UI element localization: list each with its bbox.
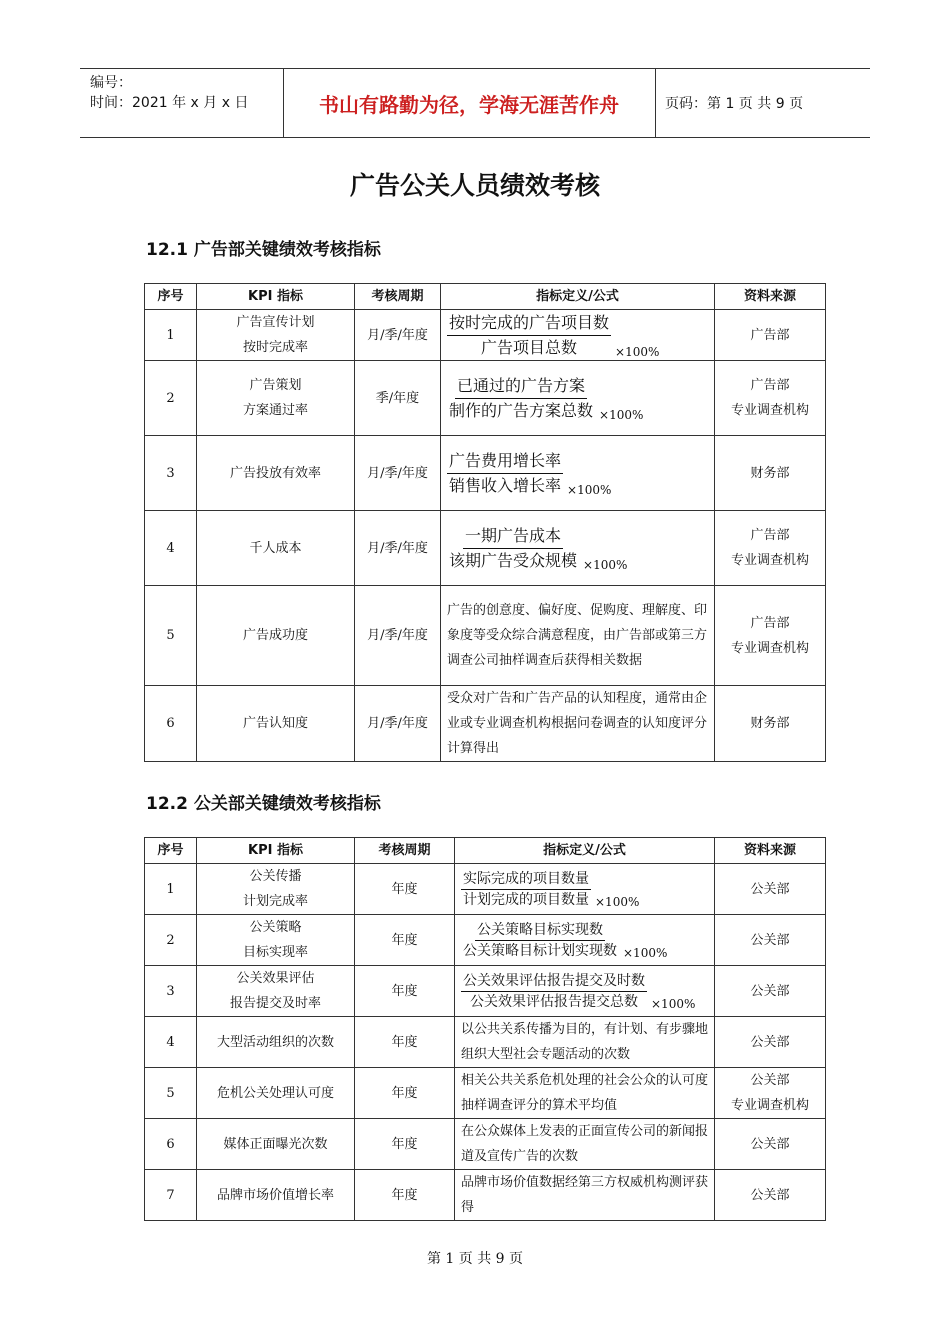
kpi-line: 大型活动组织的次数	[216, 1034, 334, 1050]
cell-definition	[441, 686, 715, 762]
cell-source	[715, 864, 826, 915]
definition-text: 品牌市场价值数据经第三方权威机构测评获得	[461, 1175, 709, 1215]
table-row	[145, 511, 826, 586]
fraction	[461, 971, 647, 1012]
cell-definition	[455, 1170, 715, 1221]
kpi-line: 方案通过率	[242, 403, 308, 418]
cell-definition	[455, 864, 715, 915]
cell-number: 3	[145, 966, 197, 1017]
kpi-line: 广告成功度	[242, 628, 308, 643]
formula-denominator: 计划完成的项目数量	[463, 891, 589, 908]
table-header-row	[145, 838, 826, 864]
kpi-line: 广告宣传计划	[236, 315, 315, 330]
cell-cycle: 年度	[355, 1170, 455, 1221]
formula-multiplier: ×100%	[623, 945, 668, 960]
cell-source	[715, 1017, 826, 1068]
pr-kpi-table	[144, 837, 826, 1221]
fraction	[447, 449, 563, 498]
cell-kpi	[197, 436, 355, 511]
cell-kpi	[197, 511, 355, 586]
table-row	[145, 864, 826, 915]
cell-cycle: 月/季/年度	[355, 310, 441, 361]
formula	[447, 311, 708, 360]
cell-kpi	[197, 966, 355, 1017]
table-row	[145, 1119, 826, 1170]
cell-source	[715, 511, 826, 586]
table-row	[145, 1068, 826, 1119]
cell-number: 5	[145, 586, 197, 686]
table-row	[145, 1170, 826, 1221]
kpi-line: 按时完成率	[242, 340, 308, 355]
kpi-line: 危机公关处理认可度	[216, 1085, 334, 1101]
cell-number: 2	[145, 361, 197, 436]
column-header: 指标定义/公式	[455, 838, 715, 864]
cell-definition	[455, 1119, 715, 1170]
source-line: 财务部	[750, 465, 790, 481]
table-row	[145, 686, 826, 762]
formula-denominator: 公关策略目标计划实现数	[463, 942, 617, 959]
source-line: 广告部	[750, 615, 790, 631]
formula-denominator: 广告项目总数	[481, 337, 578, 357]
column-header: 考核周期	[355, 838, 455, 864]
table-row	[145, 915, 826, 966]
header-meta	[90, 73, 248, 113]
fraction	[461, 869, 591, 910]
kpi-line: 千人成本	[249, 540, 302, 556]
cell-kpi	[197, 1068, 355, 1119]
formula-numerator: 一期广告成本	[463, 524, 563, 549]
column-header: 序号	[145, 284, 197, 310]
formula-numerator: 已通过的广告方案	[455, 374, 587, 399]
formula-denominator: 该期广告受众规模	[449, 550, 578, 570]
cell-source	[715, 436, 826, 511]
table-row	[145, 310, 826, 361]
kpi-line: 报告提交及时率	[229, 996, 321, 1011]
cell-source	[715, 1119, 826, 1170]
cell-cycle: 月/季/年度	[355, 436, 441, 511]
cell-source	[715, 310, 826, 361]
cell-number: 6	[145, 1119, 197, 1170]
formula-multiplier: ×100%	[651, 996, 696, 1011]
formula-multiplier: ×100%	[599, 407, 644, 422]
cell-number: 1	[145, 310, 197, 361]
cell-cycle: 月/季/年度	[355, 511, 441, 586]
formula-numerator: 广告费用增长率	[447, 449, 563, 474]
definition-text: 受众对广告和广告产品的认知程度，通常由企业或专业调查机构根据问卷调查的认知度评分计算得出	[447, 691, 708, 756]
formula	[447, 449, 708, 498]
column-header: 资料来源	[715, 284, 826, 310]
cell-source	[715, 586, 826, 686]
header-page-info: 页码：第 1 页 共 9 页	[665, 96, 804, 112]
cell-definition	[455, 966, 715, 1017]
formula-multiplier: ×100%	[595, 894, 640, 909]
source-line: 公关部	[750, 932, 790, 948]
cell-definition	[441, 511, 715, 586]
kpi-line: 广告认知度	[242, 716, 308, 731]
source-line: 公关部	[750, 1073, 790, 1088]
cell-source	[715, 361, 826, 436]
cell-source	[715, 966, 826, 1017]
cell-number: 1	[145, 864, 197, 915]
source-line: 专业调查机构	[730, 403, 809, 418]
kpi-line: 计划完成率	[242, 894, 308, 909]
formula	[447, 524, 708, 573]
cell-cycle: 年度	[355, 1017, 455, 1068]
formula-multiplier: ×100%	[583, 557, 628, 572]
kpi-line: 公关效果评估	[236, 971, 315, 986]
formula-denominator: 制作的广告方案总数	[449, 400, 594, 420]
page-title: 广告公关人员绩效考核	[349, 171, 600, 200]
section-heading-pr: 12.2 公关部关键绩效考核指标	[146, 794, 381, 814]
formula-multiplier: ×100%	[567, 482, 612, 497]
cell-cycle: 月/季/年度	[355, 586, 441, 686]
cell-number: 5	[145, 1068, 197, 1119]
cell-cycle: 年度	[355, 1068, 455, 1119]
formula-numerator: 公关策略目标实现数	[475, 920, 605, 941]
cell-kpi	[197, 586, 355, 686]
cell-cycle: 月/季/年度	[355, 686, 441, 762]
cell-kpi	[197, 686, 355, 762]
cell-kpi	[197, 864, 355, 915]
source-line: 广告部	[750, 528, 790, 543]
table-header-row	[145, 284, 826, 310]
table-row	[145, 436, 826, 511]
kpi-line: 广告策划	[249, 378, 302, 393]
fraction	[461, 920, 619, 961]
table-row	[145, 1017, 826, 1068]
cell-number: 2	[145, 915, 197, 966]
source-line: 公关部	[750, 983, 790, 999]
column-header: 序号	[145, 838, 197, 864]
cell-kpi	[197, 915, 355, 966]
cell-definition	[455, 1068, 715, 1119]
kpi-line: 广告投放有效率	[229, 465, 321, 481]
source-line: 公关部	[750, 881, 790, 897]
column-header: KPI 指标	[197, 838, 355, 864]
formula	[461, 920, 708, 961]
table-row	[145, 586, 826, 686]
cell-source	[715, 1170, 826, 1221]
column-header: 考核周期	[355, 284, 441, 310]
table-row	[145, 361, 826, 436]
header-time: 时间：2021 年 x 月 x 日	[90, 95, 249, 111]
source-line: 专业调查机构	[730, 553, 809, 568]
definition-text: 相关公共关系危机处理的社会公众的认可度抽样调查评分的算术平均值	[461, 1073, 709, 1113]
cell-cycle: 年度	[355, 864, 455, 915]
cell-definition	[441, 361, 715, 436]
formula	[461, 971, 708, 1012]
cell-kpi	[197, 1119, 355, 1170]
formula-denominator: 公关效果评估报告提交总数	[470, 993, 638, 1010]
cell-cycle: 年度	[355, 1119, 455, 1170]
cell-cycle: 年度	[355, 966, 455, 1017]
cell-definition	[455, 1017, 715, 1068]
cell-number: 4	[145, 1017, 197, 1068]
fraction	[447, 311, 611, 360]
cell-number: 4	[145, 511, 197, 586]
table-row	[145, 966, 826, 1017]
cell-definition	[441, 586, 715, 686]
fraction	[447, 524, 579, 573]
source-line: 专业调查机构	[730, 1098, 809, 1113]
page-footer: 第 1 页 共 9 页	[426, 1251, 524, 1267]
definition-text: 以公共关系传播为目的，有计划、有步骤地组织大型社会专题活动的次数	[461, 1022, 709, 1062]
source-line: 公关部	[750, 1187, 790, 1203]
cell-number: 3	[145, 436, 197, 511]
fraction	[447, 374, 595, 423]
cell-source	[715, 1068, 826, 1119]
source-line: 广告部	[750, 378, 790, 393]
formula	[461, 869, 708, 910]
kpi-line: 品牌市场价值增长率	[216, 1187, 334, 1203]
cell-definition	[441, 310, 715, 361]
cell-source	[715, 915, 826, 966]
column-header: 指标定义/公式	[441, 284, 715, 310]
formula-numerator: 实际完成的项目数量	[461, 869, 591, 890]
header-number: 编号：	[90, 75, 132, 91]
kpi-line: 媒体正面曝光次数	[223, 1136, 328, 1152]
cell-cycle: 年度	[355, 915, 455, 966]
header-motto: 书山有路勤为径，学海无涯苦作舟	[319, 92, 619, 117]
kpi-line: 公关传播	[249, 869, 302, 884]
kpi-line: 目标实现率	[242, 945, 308, 960]
header-divider	[655, 69, 656, 137]
formula-denominator: 销售收入增长率	[449, 475, 562, 495]
cell-kpi	[197, 310, 355, 361]
advertising-kpi-table	[144, 283, 826, 762]
cell-definition	[441, 436, 715, 511]
source-line: 广告部	[750, 327, 790, 343]
kpi-line: 公关策略	[249, 920, 302, 935]
column-header: 资料来源	[715, 838, 826, 864]
cell-definition	[455, 915, 715, 966]
cell-number: 7	[145, 1170, 197, 1221]
definition-text: 广告的创意度、偏好度、促购度、理解度、印象度等受众综合满意程度，由广告部或第三方调查公司抽样调查后获得相关数据	[447, 603, 708, 668]
formula-multiplier: ×100%	[615, 344, 660, 359]
document-header	[80, 68, 870, 138]
cell-number: 6	[145, 686, 197, 762]
formula-numerator: 按时完成的广告项目数	[447, 311, 611, 336]
column-header: KPI 指标	[197, 284, 355, 310]
cell-kpi	[197, 1170, 355, 1221]
formula-numerator: 公关效果评估报告提交及时数	[461, 971, 647, 992]
cell-kpi	[197, 1017, 355, 1068]
source-line: 公关部	[750, 1136, 790, 1152]
cell-source	[715, 686, 826, 762]
source-line: 财务部	[750, 716, 790, 731]
cell-cycle: 季/年度	[355, 361, 441, 436]
cell-kpi	[197, 361, 355, 436]
formula	[447, 374, 708, 423]
source-line: 专业调查机构	[730, 640, 809, 656]
definition-text: 在公众媒体上发表的正面宣传公司的新闻报道及宣传广告的次数	[461, 1124, 709, 1164]
section-heading-advertising: 12.1 广告部关键绩效考核指标	[146, 240, 381, 260]
source-line: 公关部	[750, 1034, 790, 1050]
